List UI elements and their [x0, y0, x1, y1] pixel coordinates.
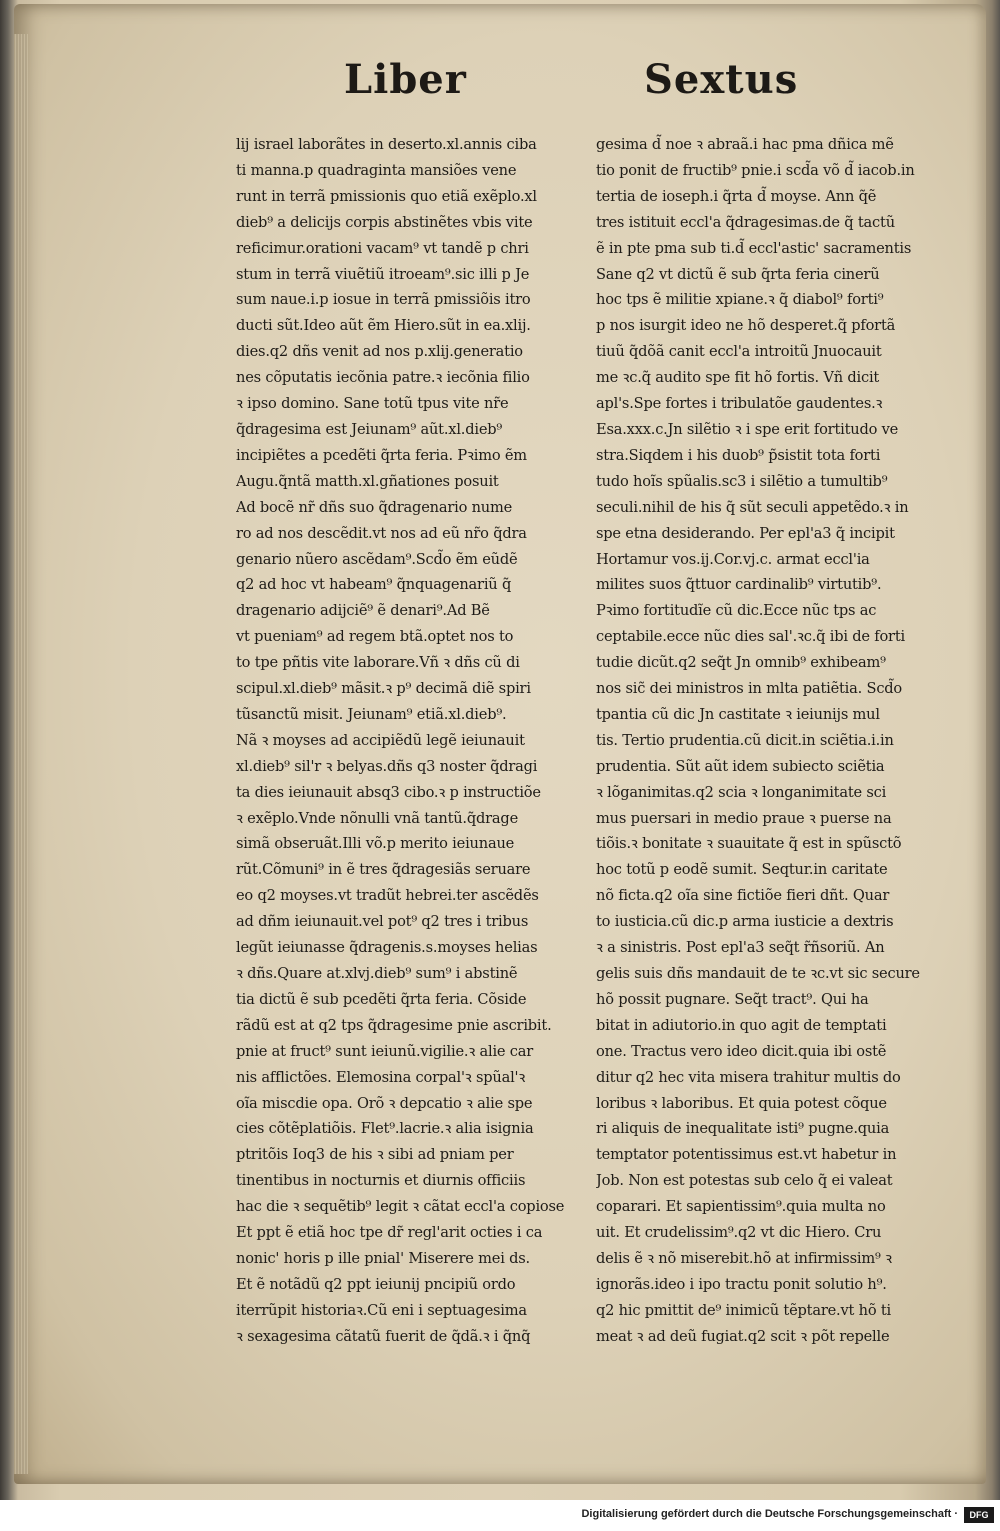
- text-line: hac die ꝛ sequẽtib⁹ legit ꝛ cãtat eccl'a copiose: [236, 1198, 565, 1216]
- text-line: milites suos q̃ttuor cardinalib⁹ virtutib⁹.: [596, 576, 882, 594]
- text-line: Nã ꝛ moyses ad accipiẽdũ legẽ ieiunauit: [236, 731, 525, 749]
- running-head-right: Sextus: [644, 56, 799, 103]
- text-line: q2 hic pmittit de⁹ inimicũ tẽptare.vt hõ ti: [596, 1301, 891, 1319]
- text-line: Hortamur vos.ij.Cor.vj.c. armat eccl'ia: [596, 550, 870, 568]
- text-line: ad dñm ieiunauit.vel pot⁹ q2 tres i tribus: [236, 913, 529, 931]
- text-line: gesima d̃ noe ꝛ abraã.i hac pma dñica mẽ: [596, 136, 894, 153]
- text-line: nõ ficta.q2 oĩa sine fictiõe fieri dñt. Quar: [596, 887, 890, 905]
- text-line: tis. Tertio prudentia.cũ dicit.in sciẽtia.i.in: [596, 731, 894, 749]
- text-line: ceptabile.ecce nũc dies sal'.ꝛc.q̃ ibi de forti: [596, 628, 905, 646]
- text-line: Augu.q̃ntã matth.xl.gñationes posuit: [236, 472, 499, 490]
- text-line: temptator potentissimus est.vt habetur in: [596, 1146, 897, 1164]
- text-line: Job. Non est potestas sub celo q̃ ei valeat: [596, 1172, 893, 1190]
- text-line: tiuũ q̃dõã canit eccl'a introitũ Jnuocauit: [596, 343, 882, 361]
- text-line: dies.q2 dñs venit ad nos p.xlij.generatio: [236, 343, 523, 361]
- text-line: cies cõtẽplatiõis. Flet⁹.lacrie.ꝛ alia isignia: [236, 1120, 534, 1138]
- text-line: bitat in adiutorio.in quo agit de temptati: [596, 1016, 887, 1034]
- text-line: runt in terrã pmissionis quo etiã exẽplo.xl: [236, 187, 537, 205]
- text-line: xl.dieb⁹ sil'r ꝛ belyas.dñs q3 noster q̃dragi: [236, 757, 538, 775]
- text-line: q̃dragesima est Jeiunam⁹ aũt.xl.dieb⁹: [236, 420, 503, 438]
- running-head: [14, 56, 986, 116]
- text-line: dragenario adijciẽ⁹ ẽ denari⁹.Ad Bẽ: [236, 602, 490, 620]
- text-line: legũt ieiunasse q̃dragenis.s.moyses helias: [236, 939, 538, 957]
- text-line: Sane q2 vt dictũ ẽ sub q̃rta feria cinerũ: [596, 265, 880, 283]
- text-line: uit. Et crudelissim⁹.q2 vt dic Hiero. Cru: [596, 1224, 882, 1242]
- text-line: hõ possit pugnare. Seq̃t tract⁹. Qui ha: [596, 990, 869, 1008]
- text-line: Pꝛimo fortitudĩe cũ dic.Ecce nũc tps ac: [596, 602, 877, 620]
- funding-notice: Digitalisierung gefördert durch die Deutsche Forschungsgemeinschaft ·: [581, 1508, 958, 1520]
- text-line: mus puersari in medio praue ꝛ puerse na: [596, 809, 892, 827]
- text-line: scipul.xl.dieb⁹ mãsit.ꝛ p⁹ decimã diẽ spiri: [236, 680, 531, 698]
- text-line: Et ppt ẽ etiã hoc tpe dr̃ regl'arit octies i ca: [236, 1224, 543, 1242]
- text-line: nos sic̃ dei ministros in mlta patiẽtia. Scd̃o: [596, 680, 903, 698]
- text-line: q2 ad hoc vt habeam⁹ q̃nquagenariũ q̃: [236, 576, 512, 594]
- text-line: stra.Siqdem i his duob⁹ p̃sistit tota forti: [596, 446, 881, 464]
- running-head-left: Liber: [344, 56, 467, 103]
- text-line: vt pueniam⁹ ad regem btã.optet nos to: [236, 628, 514, 646]
- text-line: ꝛ ipso domino. Sane totũ tpus vite nr̃e: [236, 395, 509, 413]
- text-line: tres istituit eccl'a q̃dragesimas.de q̃ tactũ: [596, 213, 895, 231]
- text-line: lij israel laborãtes in deserto.xl.annis ciba: [236, 136, 537, 153]
- text-line: tiõis.ꝛ bonitate ꝛ suauitate q̃ est in spũsctõ: [596, 835, 902, 853]
- text-line: prudentia. Sũt aũt idem subiecto sciẽtia: [596, 757, 885, 775]
- text-line: reficimur.orationi vacam⁹ vt tandẽ p chri: [236, 239, 529, 257]
- text-line: coparari. Et sapientissim⁹.quia multa no: [596, 1198, 886, 1216]
- text-column-right: [596, 132, 936, 1350]
- text-line: tudie dicũt.q2 seq̃t Jn omnib⁹ exhibeam⁹: [596, 654, 886, 672]
- text-line: tpantia cũ dic Jn castitate ꝛ ieiunijs mul: [596, 705, 880, 723]
- text-line: ti manna.p quadraginta mansiões vene: [236, 161, 517, 179]
- text-line: sum naue.i.p iosue in terrã pmissiõis itro: [236, 291, 531, 309]
- text-line: meat ꝛ ad deũ fugiat.q2 scit ꝛ põt repelle: [596, 1327, 890, 1345]
- text-line: genario nũero ascẽdam⁹.Scd̃o ẽm eũdẽ: [236, 550, 518, 568]
- text-line: p nos isurgit ideo ne hõ desperet.q̃ pfortã: [596, 317, 896, 335]
- text-line: stum in terrã viuẽtiũ itroeam⁹.sic illi p Je: [236, 265, 530, 283]
- text-line: tertia de ioseph.i q̃rta d̃ moyse. Ann q̃ẽ: [596, 187, 877, 205]
- text-line: dieb⁹ a delicijs corpis abstinẽtes vbis vite: [236, 213, 533, 231]
- text-line: eo q2 moyses.vt tradũt hebrei.ter ascẽdẽs: [236, 887, 539, 905]
- text-line: tudo hoĩs spũalis.sc3 i silẽtio a tumultib⁹: [596, 472, 888, 490]
- text-line: ro ad nos descẽdit.vt nos ad eũ nr̃o q̃dra: [236, 524, 527, 542]
- text-line: Et ẽ notãdũ q2 ppt ieiunij pncipiũ ordo: [236, 1275, 516, 1293]
- text-line: ignorãs.ideo i ipo tractu ponit solutio h⁹.: [596, 1275, 887, 1293]
- book-page: [14, 4, 986, 1484]
- text-line: nes cõputatis iecõnia patre.ꝛ iecõnia filio: [236, 369, 530, 387]
- text-line: ꝛ sexagesima cãtatũ fuerit de q̃dã.ꝛ i q̃nq̃: [236, 1327, 531, 1345]
- text-line: nis afflictões. Elemosina corpal'ꝛ spũal'ꝛ: [236, 1068, 526, 1086]
- text-line: iterrũpit historiaꝛ.Cũ eni i septuagesima: [236, 1301, 527, 1319]
- text-line: spe etna desiderando. Per epl'a3 q̃ incipit: [596, 524, 895, 542]
- text-line: oĩa miscdie opa. Orõ ꝛ depcatio ꝛ alie spe: [236, 1094, 533, 1112]
- text-line: tio ponit de fructib⁹ pnie.i scd̃a võ d̃ iacob.in: [596, 161, 915, 179]
- text-line: to tpe pñtis vite laborare.Vñ ꝛ dñs cũ di: [236, 654, 520, 672]
- text-line: nonic' horis p ille pnial' Miserere mei ds.: [236, 1249, 530, 1267]
- text-line: simã obseruãt.Illi võ.p merito ieiunaue: [236, 835, 515, 853]
- text-line: pnie at fruct⁹ sunt ieiunũ.vigilie.ꝛ alie car: [236, 1042, 534, 1060]
- text-line: gelis suis dñs mandauit de te ꝛc.vt sic secure: [596, 965, 920, 982]
- text-line: ẽ in pte pma sub ti.d̃ eccl'astic' sacramentis: [596, 239, 912, 257]
- text-line: ducti sũt.Ideo aũt ẽm Hiero.sũt in ea.xlij.: [236, 317, 531, 335]
- text-line: seculi.nihil de his q̃ sũt seculi appetẽdo.ꝛ in: [596, 498, 909, 516]
- text-line: ta dies ieiunauit absq3 cibo.ꝛ p instructiõe: [236, 783, 541, 801]
- text-line: incipiẽtes a pcedẽti q̃rta feria. Pꝛimo ẽm: [236, 446, 527, 464]
- page-edges: [14, 34, 28, 1474]
- text-line: me ꝛc.q̃ audito spe fit hõ fortis. Vñ dicit: [596, 369, 880, 387]
- footer-bar: [0, 1500, 1000, 1531]
- text-line: hoc tps ẽ militie xpiane.ꝛ q̃ diabol⁹ forti⁹: [596, 291, 884, 309]
- text-line: rãdũ est at q2 tps q̃dragesime pnie ascribit.: [236, 1016, 552, 1034]
- text-line: to iusticia.cũ dic.p arma iusticie a dextris: [596, 913, 894, 931]
- text-line: one. Tractus vero ideo dicit.quia ibi ostẽ: [596, 1042, 887, 1060]
- text-line: ri aliquis de inequalitate isti⁹ pugne.quia: [596, 1120, 890, 1138]
- text-line: Ad bocẽ nr̃ dñs suo q̃dragenario nume: [236, 498, 513, 516]
- text-line: ptritõis Ioq3 de his ꝛ sibi ad pniam per: [236, 1146, 514, 1164]
- text-line: Esa.xxx.c.Jn silẽtio ꝛ i spe erit fortitudo ve: [596, 420, 899, 438]
- text-line: loribus ꝛ laboribus. Et quia potest cõque: [596, 1094, 887, 1112]
- text-column-left: [236, 132, 576, 1350]
- text-line: ꝛ dñs.Quare at.xlvj.dieb⁹ sum⁹ i abstinẽ: [236, 965, 518, 982]
- text-line: apl's.Spe fortes i tribulatõe gaudentes.ꝛ: [596, 395, 883, 413]
- text-line: rũt.Cõmuni⁹ in ẽ tres q̃dragesiãs seruare: [236, 861, 531, 879]
- text-line: ꝛ lõganimitas.q2 scia ꝛ longanimitate sci: [596, 783, 887, 801]
- text-line: hoc totũ p eodẽ sumit. Seqtur.in caritate: [596, 861, 888, 879]
- text-line: ꝛ a sinistris. Post epl'a3 seq̃t r̃ñsoriũ. An: [596, 939, 885, 957]
- text-line: ditur q2 hec vita misera trahitur multis do: [596, 1068, 901, 1086]
- text-line: tũsanctũ misit. Jeiunam⁹ etiã.xl.dieb⁹.: [236, 705, 507, 723]
- text-line: ꝛ exẽplo.Vnde nõnulli vnã tantũ.q̃drage: [236, 809, 519, 827]
- dfg-logo: DFG: [964, 1507, 994, 1523]
- text-line: tia dictũ ẽ sub pcedẽti q̃rta feria. Cõside: [236, 990, 527, 1008]
- text-line: tinentibus in nocturnis et diurnis officiis: [236, 1172, 526, 1190]
- text-line: delis ẽ ꝛ nõ miserebit.hõ at infirmissim⁹ ꝛ: [596, 1249, 892, 1267]
